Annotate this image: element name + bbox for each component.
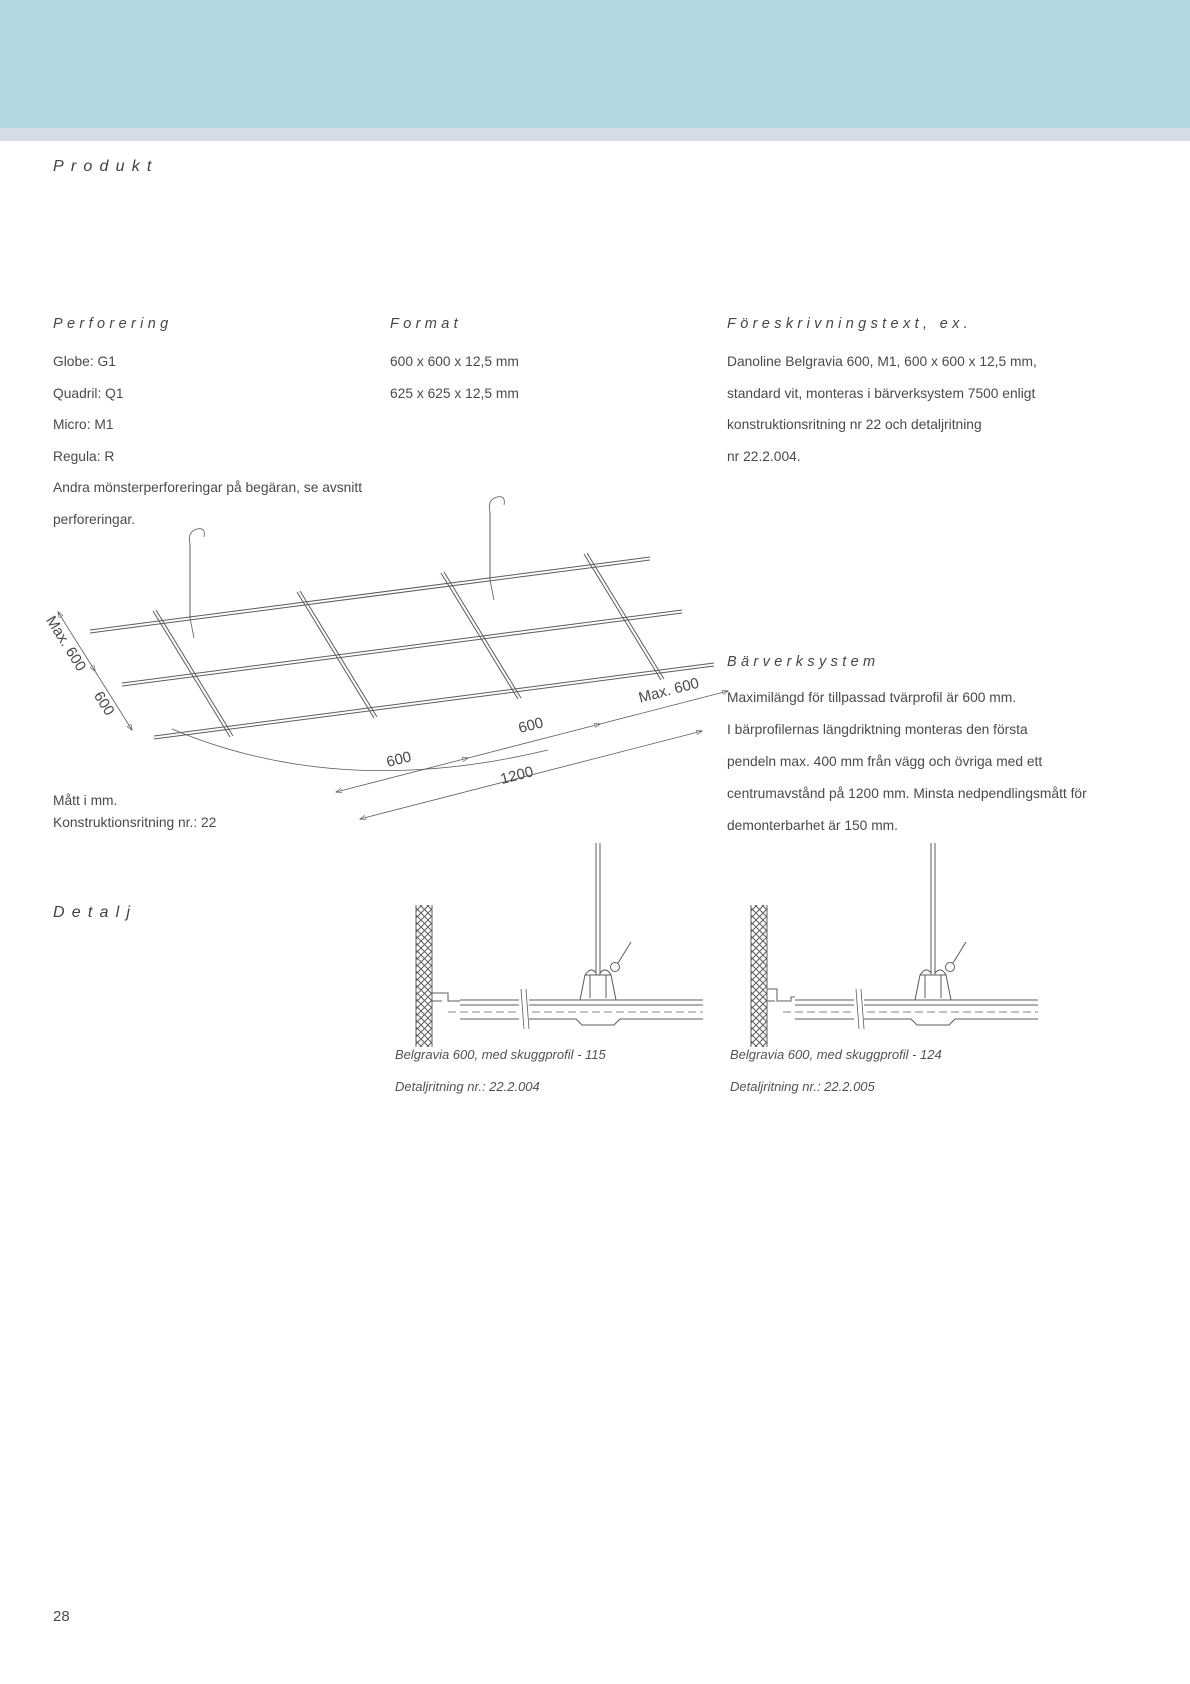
wall-hatch <box>751 905 767 1047</box>
perforering-line: Quadril: Q1 <box>53 385 124 401</box>
hanger-wire <box>189 529 204 638</box>
foreskrivningstext-line: standard vit, monteras i bärverksystem 7500 enligt <box>727 385 1036 401</box>
diagram-note-units: Mått i mm. <box>53 793 118 808</box>
barverksystem-line: pendeln max. 400 mm från vägg och övriga med ett <box>727 754 1043 769</box>
detail-caption: Belgravia 600, med skuggprofil - 124 <box>730 1047 942 1062</box>
foreskrivningstext-line: nr 22.2.004. <box>727 448 801 464</box>
hanger-wire <box>489 497 504 600</box>
perforering-line: Globe: G1 <box>53 354 116 369</box>
detalj-heading: Detalj <box>53 904 138 921</box>
barverksystem-section <box>727 654 1087 842</box>
detail-drawing-number: Detaljritning nr.: 22.2.005 <box>730 1079 875 1094</box>
page-number: 28 <box>53 1608 70 1625</box>
perforering-heading: Perforering <box>53 316 173 332</box>
page-title: Produkt <box>53 158 159 175</box>
foreskrivningstext-line: konstruktionsritning nr 22 och detaljritning <box>727 417 982 432</box>
barverksystem-heading: Bärverksystem <box>727 654 880 670</box>
top-banner <box>0 0 1190 128</box>
barverksystem-line: demonterbarhet är 150 mm. <box>727 818 899 833</box>
main-runner <box>122 610 682 686</box>
suspension-bracket <box>915 942 966 1000</box>
perforering-line: Micro: M1 <box>53 417 114 432</box>
perforering-line: Regula: R <box>53 448 115 464</box>
hanger-rod <box>931 843 935 975</box>
top-banner-strip <box>0 128 1190 141</box>
suspension-bracket <box>580 942 631 1000</box>
section-break <box>519 989 529 1029</box>
shadow-profile-124 <box>767 989 795 1001</box>
suspension-grid-drawing <box>40 492 730 832</box>
ceiling-profile <box>783 1000 1038 1025</box>
detail-drawing-115 <box>393 843 705 1048</box>
barverksystem-line: centrumavstånd på 1200 mm. Minsta nedpendlingsmått för <box>727 786 1087 801</box>
barverksystem-line: I bärprofilernas längdriktning monteras den första <box>727 722 1028 737</box>
perforering-line: Andra mönsterperforeringar på begäran, se avsnitt <box>53 480 363 495</box>
dim-label-max600-bottom: Max. 600 <box>636 674 701 707</box>
dim-label-600-b: 600 <box>516 714 546 738</box>
perforering-line: perforeringar. <box>53 511 136 527</box>
format-column <box>390 316 519 409</box>
format-line: 600 x 600 x 12,5 mm <box>390 354 519 369</box>
foreskrivningstext-column <box>727 316 1037 472</box>
diagram-note <box>53 790 216 834</box>
dim-label-max600-left: Max. 600 <box>42 612 90 675</box>
main-runner <box>154 663 714 739</box>
section-break <box>854 989 864 1029</box>
diagram-note-drawing: Konstruktionsritning nr.: 22 <box>53 815 217 830</box>
shadow-profile-115 <box>432 993 460 1001</box>
foreskrivningstext-line: Danoline Belgravia 600, M1, 600 x 600 x 12,5 mm, <box>727 354 1037 369</box>
ceiling-profile <box>448 1000 703 1025</box>
detail-drawing-number: Detaljritning nr.: 22.2.004 <box>395 1079 540 1094</box>
format-line: 625 x 625 x 12,5 mm <box>390 385 519 401</box>
dimension-1200 <box>360 731 702 819</box>
main-runner <box>90 557 650 633</box>
detail-caption: Belgravia 600, med skuggprofil - 115 <box>395 1047 606 1062</box>
hanger-rod <box>596 843 600 975</box>
dim-label-1200: 1200 <box>498 763 536 789</box>
dim-label-600-a: 600 <box>384 748 414 772</box>
barverksystem-line: Maximilängd för tillpassad tvärprofil är 600 mm. <box>727 690 1017 705</box>
dim-label-600-left: 600 <box>89 688 118 719</box>
format-heading: Format <box>390 316 463 332</box>
foreskrivningstext-heading: Föreskrivningstext, ex. <box>727 316 973 332</box>
wall-hatch <box>416 905 432 1047</box>
detail-drawing-124 <box>728 843 1040 1048</box>
